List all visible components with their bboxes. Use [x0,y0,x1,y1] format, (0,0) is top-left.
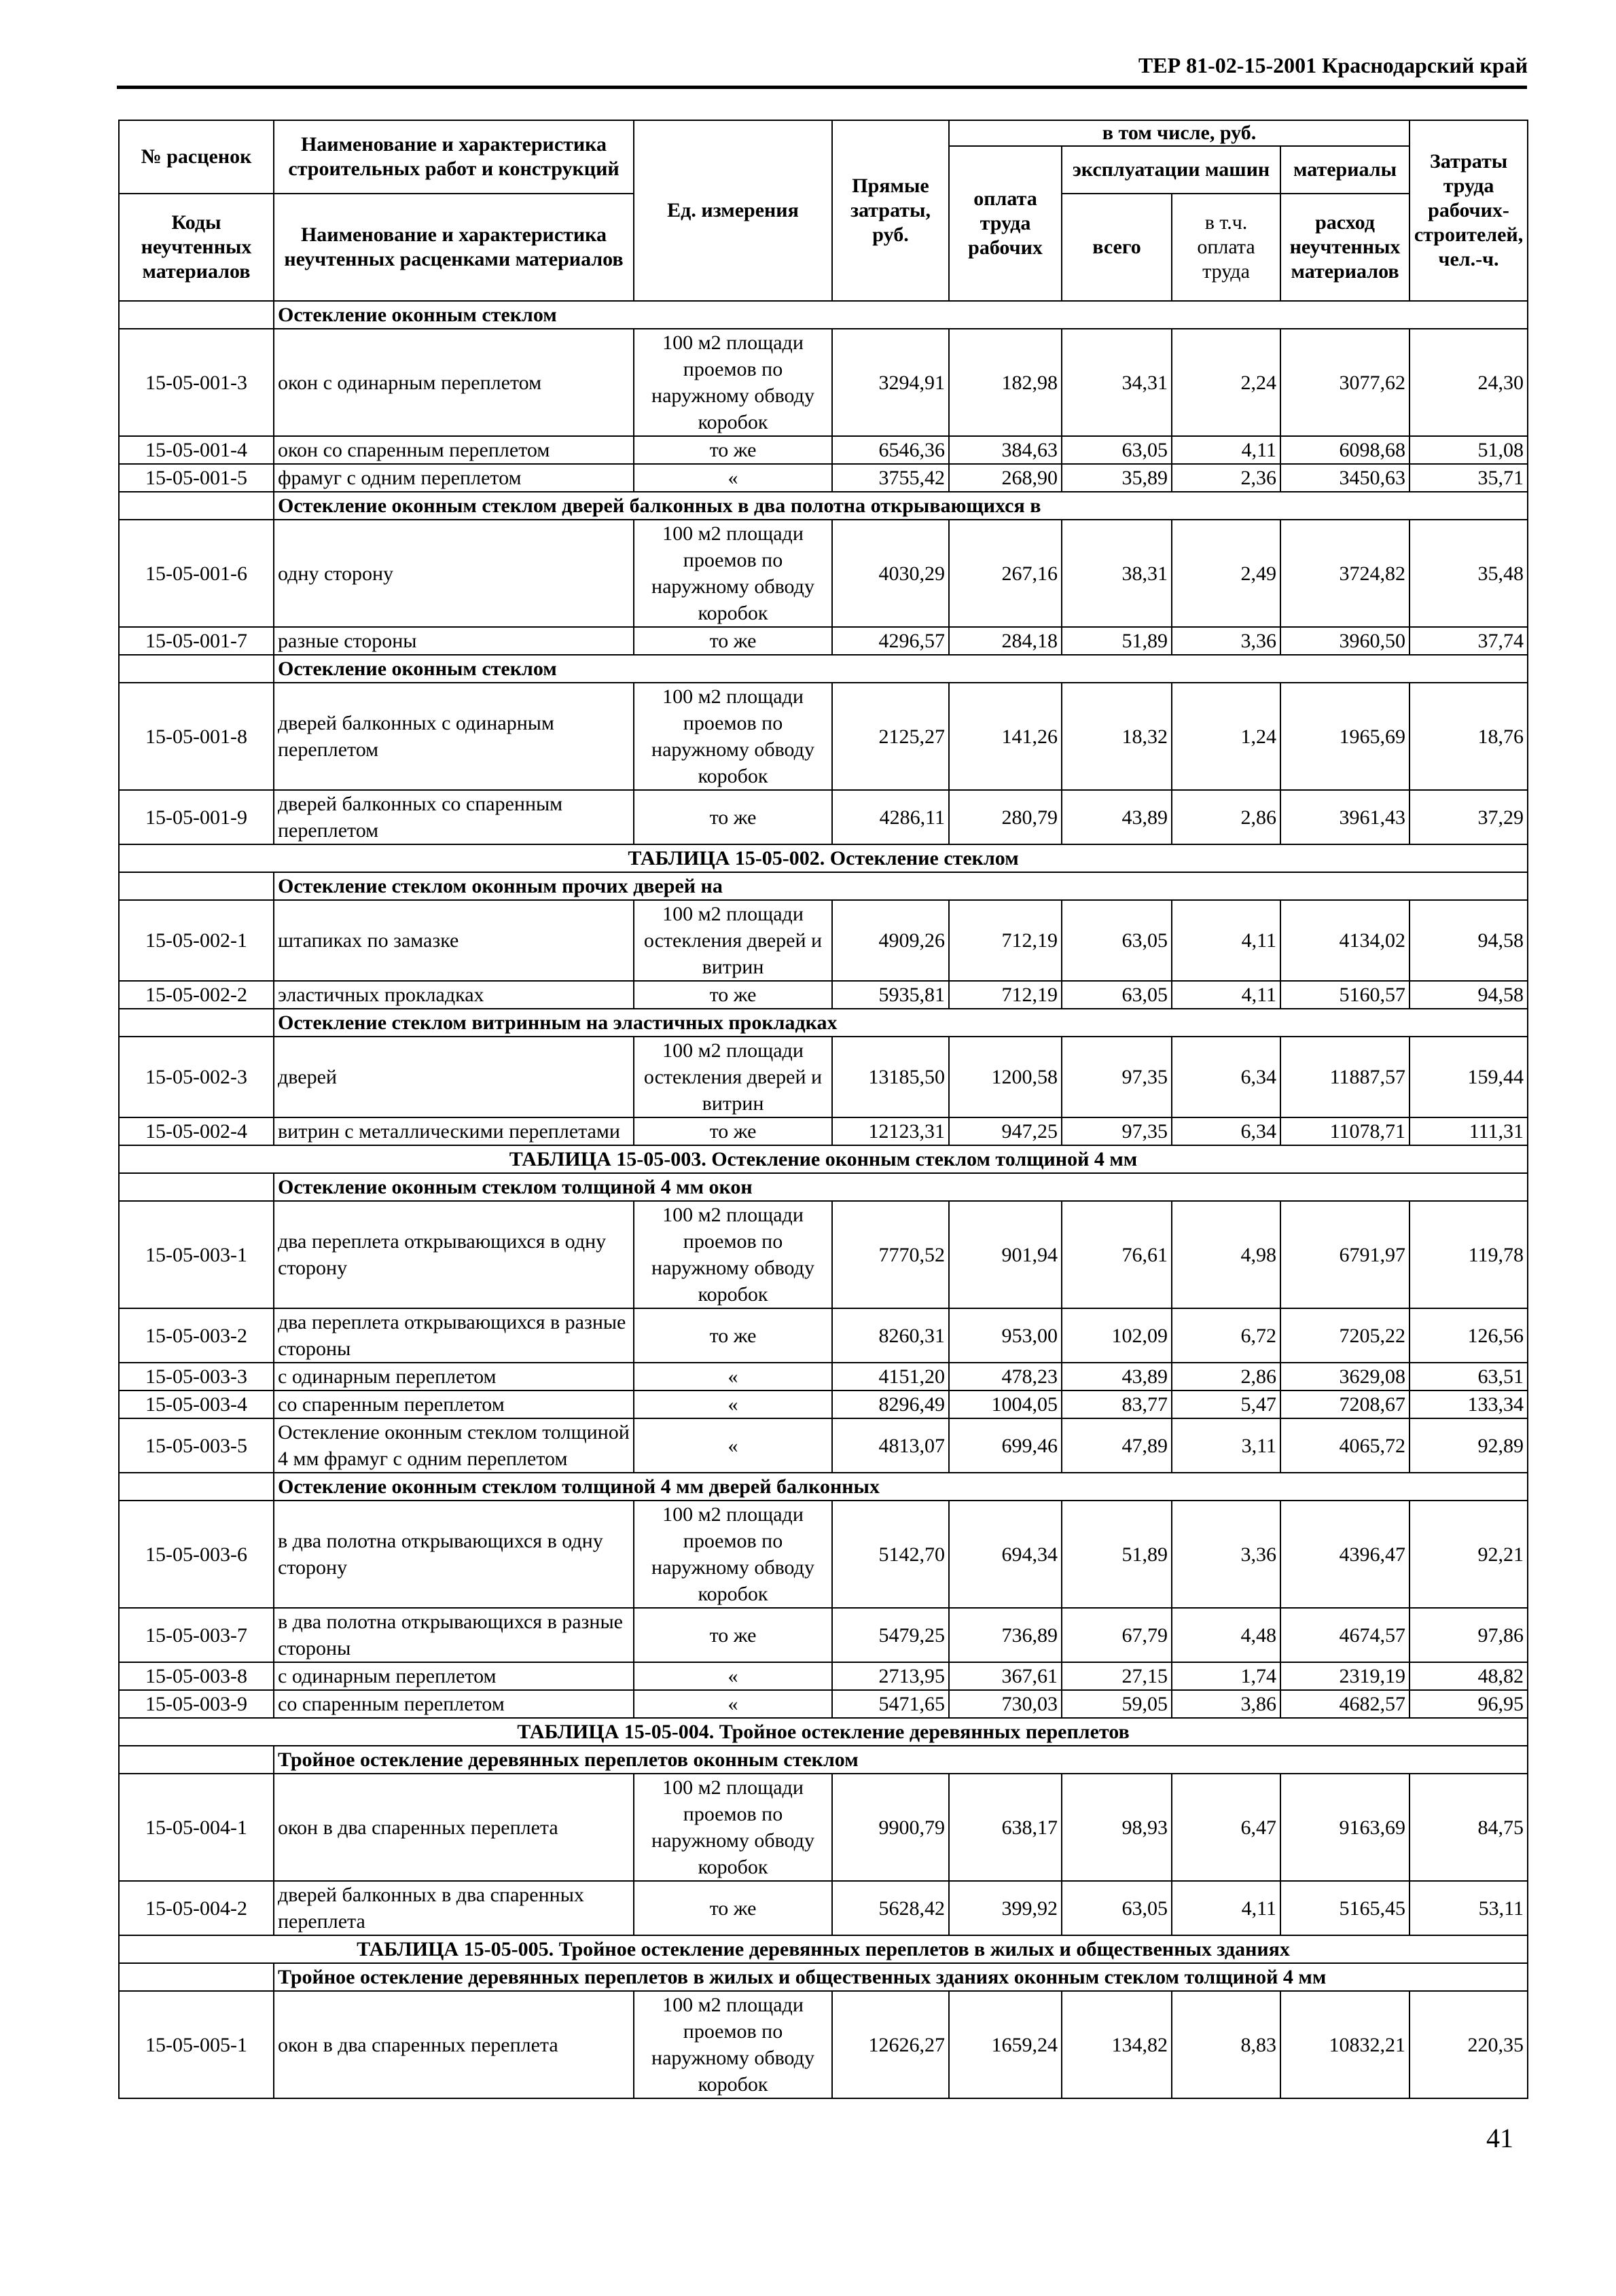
unit-of-measure: 100 м2 площади проемов по наружному обводу коробок [634,1991,832,2098]
work-name: дверей балконных со спаренным переплетом [274,790,634,844]
direct-cost: 12626,27 [832,1991,949,2098]
direct-cost: 4813,07 [832,1418,949,1473]
labor-cost: 399,92 [949,1881,1062,1935]
col-incl: в том числе, руб. [949,120,1409,146]
labor-cost: 730,03 [949,1690,1062,1718]
section-heading-row [119,1173,1528,1201]
table-body [119,301,1528,2098]
section-spacer [119,301,274,329]
section-heading: Тройное остекление деревянных переплетов в жилых и общественных зданиях оконным стеклом толщиной 4 мм [274,1963,1528,1991]
col-code-bottom: Коды неучтенных материалов [119,194,274,301]
table-header [119,120,1528,301]
labor-hours: 51,08 [1409,436,1528,464]
section-spacer [119,492,274,520]
rate-code: 15-05-003-2 [119,1308,274,1363]
machines-total: 43,89 [1062,1363,1172,1391]
labor-hours: 53,11 [1409,1881,1528,1935]
machines-labor: 2,86 [1172,790,1280,844]
machines-labor: 4,11 [1172,436,1280,464]
work-name: с одинарным переплетом [274,1662,634,1690]
materials-cost: 6098,68 [1280,436,1409,464]
machines-labor: 1,74 [1172,1662,1280,1690]
table-title: ТАБЛИЦА 15-05-005. Тройное остекление деревянных переплетов в жилых и общественных зданиях [119,1935,1528,1963]
section-heading-row [119,301,1528,329]
unit-of-measure: 100 м2 площади остекления дверей и витрин [634,1037,832,1117]
labor-cost: 736,89 [949,1608,1062,1662]
work-name: окон в два спаренных переплета [274,1991,634,2098]
work-name: со спаренным переплетом [274,1690,634,1718]
unit-of-measure: « [634,1391,832,1418]
rate-code: 15-05-001-6 [119,520,274,627]
rate-code: 15-05-003-5 [119,1418,274,1473]
col-name-bottom: Наименование и характеристика неучтенных расценками материалов [274,194,634,301]
labor-cost: 947,25 [949,1117,1062,1145]
table-row [119,790,1528,844]
materials-cost: 11887,57 [1280,1037,1409,1117]
labor-hours: 94,58 [1409,900,1528,981]
labor-hours: 24,30 [1409,329,1528,436]
section-spacer [119,655,274,683]
table-row [119,683,1528,790]
materials-cost: 3629,08 [1280,1363,1409,1391]
rate-code: 15-05-003-9 [119,1690,274,1718]
rate-code: 15-05-003-4 [119,1391,274,1418]
machines-total: 51,89 [1062,1501,1172,1608]
machines-labor: 3,86 [1172,1690,1280,1718]
machines-total: 67,79 [1062,1608,1172,1662]
direct-cost: 7770,52 [832,1201,949,1308]
labor-cost: 478,23 [949,1363,1062,1391]
section-heading: Остекление оконным стеклом толщиной 4 мм окон [274,1173,1528,1201]
labor-hours: 133,34 [1409,1391,1528,1418]
materials-cost: 7208,67 [1280,1391,1409,1418]
labor-hours: 92,21 [1409,1501,1528,1608]
col-unit: Ед. измерения [634,120,832,301]
machines-total: 51,89 [1062,627,1172,655]
labor-hours: 111,31 [1409,1117,1528,1145]
work-name: два переплета открывающихся в разные стороны [274,1308,634,1363]
work-name: окон в два спаренных переплета [274,1774,634,1881]
table-row [119,1991,1528,2098]
direct-cost: 2713,95 [832,1662,949,1690]
section-heading-row [119,655,1528,683]
machines-total: 18,32 [1062,683,1172,790]
rate-code: 15-05-002-2 [119,981,274,1009]
section-spacer [119,1173,274,1201]
section-heading: Остекление стеклом оконным прочих дверей на [274,872,1528,900]
table-row [119,1308,1528,1363]
table-row [119,1037,1528,1117]
section-spacer [119,1009,274,1037]
work-name: штапиках по замазке [274,900,634,981]
work-name: эластичных прокладках [274,981,634,1009]
unit-of-measure: то же [634,1881,832,1935]
direct-cost: 5142,70 [832,1501,949,1608]
materials-cost: 4674,57 [1280,1608,1409,1662]
table-row [119,464,1528,492]
direct-cost: 3755,42 [832,464,949,492]
machines-total: 27,15 [1062,1662,1172,1690]
machines-labor: 4,11 [1172,900,1280,981]
labor-cost: 699,46 [949,1418,1062,1473]
materials-cost: 1965,69 [1280,683,1409,790]
labor-hours: 97,86 [1409,1608,1528,1662]
labor-hours: 96,95 [1409,1690,1528,1718]
unit-of-measure: то же [634,627,832,655]
table-row [119,1201,1528,1308]
machines-labor: 6,72 [1172,1308,1280,1363]
materials-cost: 4396,47 [1280,1501,1409,1608]
direct-cost: 9900,79 [832,1774,949,1881]
labor-hours: 119,78 [1409,1201,1528,1308]
rate-code: 15-05-001-8 [119,683,274,790]
section-spacer [119,1746,274,1774]
labor-cost: 712,19 [949,900,1062,981]
materials-cost: 5165,45 [1280,1881,1409,1935]
labor-hours: 37,29 [1409,790,1528,844]
machines-total: 97,35 [1062,1037,1172,1117]
table-row [119,981,1528,1009]
unit-of-measure: 100 м2 площади проемов по наружному обводу коробок [634,1774,832,1881]
table-row [119,1662,1528,1690]
direct-cost: 12123,31 [832,1117,949,1145]
section-heading: Остекление оконным стеклом толщиной 4 мм дверей балконных [274,1473,1528,1501]
labor-cost: 141,26 [949,683,1062,790]
machines-labor: 2,86 [1172,1363,1280,1391]
col-direct: Прямые затраты, руб. [832,120,949,301]
section-heading-row [119,1963,1528,1991]
labor-hours: 126,56 [1409,1308,1528,1363]
table-row [119,1774,1528,1881]
materials-cost: 3961,43 [1280,790,1409,844]
document-header: ТЕР 81-02-15-2001 Краснодарский край [1138,53,1528,77]
machines-labor: 3,11 [1172,1418,1280,1473]
table-row [119,1418,1528,1473]
table-title-row [119,1935,1528,1963]
direct-cost: 4030,29 [832,520,949,627]
work-name: фрамуг с одним переплетом [274,464,634,492]
rate-code: 15-05-001-3 [119,329,274,436]
unit-of-measure: « [634,1418,832,1473]
col-machines-labor: в т.ч. оплата труда [1172,194,1280,301]
section-heading: Остекление оконным стеклом дверей балконных в два полотна открывающихся в [274,492,1528,520]
unit-of-measure: 100 м2 площади проемов по наружному обводу коробок [634,1501,832,1608]
unit-of-measure: « [634,464,832,492]
unit-of-measure: то же [634,1608,832,1662]
work-name: дверей балконных в два спаренных переплета [274,1881,634,1935]
direct-cost: 8296,49 [832,1391,949,1418]
unit-of-measure: 100 м2 площади проемов по наружному обводу коробок [634,1201,832,1308]
labor-hours: 92,89 [1409,1418,1528,1473]
machines-labor: 4,11 [1172,1881,1280,1935]
section-heading-row [119,492,1528,520]
work-name: дверей [274,1037,634,1117]
work-name: Остекление оконным стеклом толщиной 4 мм фрамуг с одним переплетом [274,1418,634,1473]
labor-hours: 48,82 [1409,1662,1528,1690]
machines-total: 134,82 [1062,1991,1172,2098]
materials-cost: 4682,57 [1280,1690,1409,1718]
labor-hours: 159,44 [1409,1037,1528,1117]
table-row [119,329,1528,436]
machines-total: 59,05 [1062,1690,1172,1718]
section-heading-row [119,1009,1528,1037]
machines-labor: 2,49 [1172,520,1280,627]
direct-cost: 5479,25 [832,1608,949,1662]
col-labor: оплата труда рабочих [949,146,1062,301]
table-row [119,1608,1528,1662]
direct-cost: 3294,91 [832,329,949,436]
work-name: одну сторону [274,520,634,627]
table-title: ТАБЛИЦА 15-05-004. Тройное остекление деревянных переплетов [119,1718,1528,1746]
machines-total: 34,31 [1062,329,1172,436]
materials-cost: 3724,82 [1280,520,1409,627]
rate-code: 15-05-001-4 [119,436,274,464]
section-heading-row [119,872,1528,900]
machines-labor: 2,36 [1172,464,1280,492]
unit-of-measure: то же [634,790,832,844]
materials-cost: 4065,72 [1280,1418,1409,1473]
table-row [119,1690,1528,1718]
materials-cost: 3960,50 [1280,627,1409,655]
labor-cost: 284,18 [949,627,1062,655]
direct-cost: 6546,36 [832,436,949,464]
table-row [119,1881,1528,1935]
machines-labor: 3,36 [1172,1501,1280,1608]
labor-cost: 1659,24 [949,1991,1062,2098]
table-title: ТАБЛИЦА 15-05-002. Остекление стеклом [119,844,1528,872]
table-title-row [119,1145,1528,1173]
machines-total: 63,05 [1062,1881,1172,1935]
table-row [119,436,1528,464]
unit-of-measure: « [634,1662,832,1690]
section-spacer [119,1473,274,1501]
work-name: в два полотна открывающихся в разные стороны [274,1608,634,1662]
materials-cost: 7205,22 [1280,1308,1409,1363]
machines-total: 63,05 [1062,981,1172,1009]
section-heading: Остекление оконным стеклом [274,301,1528,329]
machines-labor: 6,34 [1172,1117,1280,1145]
labor-cost: 901,94 [949,1201,1062,1308]
work-name: в два полотна открывающихся в одну сторону [274,1501,634,1608]
unit-of-measure: то же [634,981,832,1009]
direct-cost: 4286,11 [832,790,949,844]
table-title: ТАБЛИЦА 15-05-003. Остекление оконным стеклом толщиной 4 мм [119,1145,1528,1173]
rate-code: 15-05-001-5 [119,464,274,492]
labor-cost: 367,61 [949,1662,1062,1690]
unit-of-measure: « [634,1363,832,1391]
table-row [119,900,1528,981]
labor-hours: 35,48 [1409,520,1528,627]
machines-total: 43,89 [1062,790,1172,844]
col-machines: эксплуатации машин [1062,146,1280,194]
machines-labor: 1,24 [1172,683,1280,790]
unit-of-measure: 100 м2 площади остекления дверей и витрин [634,900,832,981]
machines-total: 83,77 [1062,1391,1172,1418]
machines-total: 98,93 [1062,1774,1172,1881]
labor-cost: 268,90 [949,464,1062,492]
table-row [119,1391,1528,1418]
materials-cost: 4134,02 [1280,900,1409,981]
work-name: разные стороны [274,627,634,655]
table-row [119,1501,1528,1608]
direct-cost: 4151,20 [832,1363,949,1391]
machines-total: 76,61 [1062,1201,1172,1308]
labor-hours: 220,35 [1409,1991,1528,2098]
direct-cost: 13185,50 [832,1037,949,1117]
machines-labor: 4,98 [1172,1201,1280,1308]
labor-cost: 182,98 [949,329,1062,436]
direct-cost: 8260,31 [832,1308,949,1363]
machines-total: 97,35 [1062,1117,1172,1145]
rate-code: 15-05-001-9 [119,790,274,844]
labor-hours: 84,75 [1409,1774,1528,1881]
machines-labor: 6,34 [1172,1037,1280,1117]
work-name: со спаренным переплетом [274,1391,634,1418]
direct-cost: 4909,26 [832,900,949,981]
rate-code: 15-05-002-3 [119,1037,274,1117]
work-name: с одинарным переплетом [274,1363,634,1391]
table-title-row [119,1718,1528,1746]
machines-total: 38,31 [1062,520,1172,627]
section-heading: Остекление стеклом витринным на эластичных прокладках [274,1009,1528,1037]
col-materials: материалы [1280,146,1409,194]
unit-of-measure: 100 м2 площади проемов по наружному обводу коробок [634,520,832,627]
machines-total: 47,89 [1062,1418,1172,1473]
work-name: дверей балконных с одинарным переплетом [274,683,634,790]
unit-of-measure: то же [634,436,832,464]
machines-labor: 8,83 [1172,1991,1280,2098]
col-materials-sub: расход неучтенных материалов [1280,194,1409,301]
labor-cost: 280,79 [949,790,1062,844]
labor-hours: 35,71 [1409,464,1528,492]
labor-hours: 18,76 [1409,683,1528,790]
labor-cost: 384,63 [949,436,1062,464]
machines-labor: 4,48 [1172,1608,1280,1662]
section-heading: Остекление оконным стеклом [274,655,1528,683]
rate-code: 15-05-003-6 [119,1501,274,1608]
machines-labor: 5,47 [1172,1391,1280,1418]
rate-code: 15-05-003-1 [119,1201,274,1308]
labor-hours: 63,51 [1409,1363,1528,1391]
materials-cost: 11078,71 [1280,1117,1409,1145]
unit-of-measure: « [634,1690,832,1718]
table-row [119,1363,1528,1391]
machines-total: 63,05 [1062,900,1172,981]
materials-cost: 3450,63 [1280,464,1409,492]
table-row [119,627,1528,655]
materials-cost: 6791,97 [1280,1201,1409,1308]
direct-cost: 5628,42 [832,1881,949,1935]
work-name: два переплета открывающихся в одну сторону [274,1201,634,1308]
direct-cost: 5471,65 [832,1690,949,1718]
table-row [119,520,1528,627]
unit-of-measure: 100 м2 площади проемов по наружному обводу коробок [634,329,832,436]
rate-code: 15-05-004-1 [119,1774,274,1881]
work-name: витрин с металлическими переплетами [274,1117,634,1145]
section-heading: Тройное остекление деревянных переплетов оконным стеклом [274,1746,1528,1774]
section-spacer [119,872,274,900]
table-title-row [119,844,1528,872]
labor-hours: 37,74 [1409,627,1528,655]
work-name: окон с одинарным переплетом [274,329,634,436]
unit-of-measure: 100 м2 площади проемов по наружному обводу коробок [634,683,832,790]
direct-cost: 2125,27 [832,683,949,790]
labor-cost: 712,19 [949,981,1062,1009]
labor-cost: 267,16 [949,520,1062,627]
page-number: 41 [1486,2123,1513,2153]
direct-cost: 4296,57 [832,627,949,655]
section-spacer [119,1963,274,1991]
rate-code: 15-05-004-2 [119,1881,274,1935]
labor-cost: 1004,05 [949,1391,1062,1418]
materials-cost: 5160,57 [1280,981,1409,1009]
unit-of-measure: то же [634,1308,832,1363]
materials-cost: 2319,19 [1280,1662,1409,1690]
machines-labor: 6,47 [1172,1774,1280,1881]
machines-labor: 2,24 [1172,329,1280,436]
materials-cost: 9163,69 [1280,1774,1409,1881]
col-machines-total: всего [1062,194,1172,301]
table-row [119,1117,1528,1145]
direct-cost: 5935,81 [832,981,949,1009]
labor-cost: 953,00 [949,1308,1062,1363]
machines-total: 102,09 [1062,1308,1172,1363]
rate-code: 15-05-001-7 [119,627,274,655]
price-table [118,120,1528,2099]
rate-code: 15-05-003-7 [119,1608,274,1662]
col-code-top: № расценок [119,120,274,194]
machines-labor: 4,11 [1172,981,1280,1009]
header-rule [117,86,1527,89]
section-heading-row [119,1746,1528,1774]
rate-code: 15-05-003-8 [119,1662,274,1690]
work-name: окон со спаренным переплетом [274,436,634,464]
col-name-top: Наименование и характеристика строительных работ и конструкций [274,120,634,194]
labor-cost: 694,34 [949,1501,1062,1608]
labor-hours: 94,58 [1409,981,1528,1009]
machines-total: 63,05 [1062,436,1172,464]
col-workers: Затраты труда рабочих-строителей, чел.-ч. [1409,120,1528,301]
section-heading-row [119,1473,1528,1501]
machines-total: 35,89 [1062,464,1172,492]
rate-code: 15-05-003-3 [119,1363,274,1391]
unit-of-measure: то же [634,1117,832,1145]
labor-cost: 1200,58 [949,1037,1062,1117]
rate-code: 15-05-002-1 [119,900,274,981]
rate-code: 15-05-005-1 [119,1991,274,2098]
rate-code: 15-05-002-4 [119,1117,274,1145]
materials-cost: 10832,21 [1280,1991,1409,2098]
materials-cost: 3077,62 [1280,329,1409,436]
machines-labor: 3,36 [1172,627,1280,655]
labor-cost: 638,17 [949,1774,1062,1881]
